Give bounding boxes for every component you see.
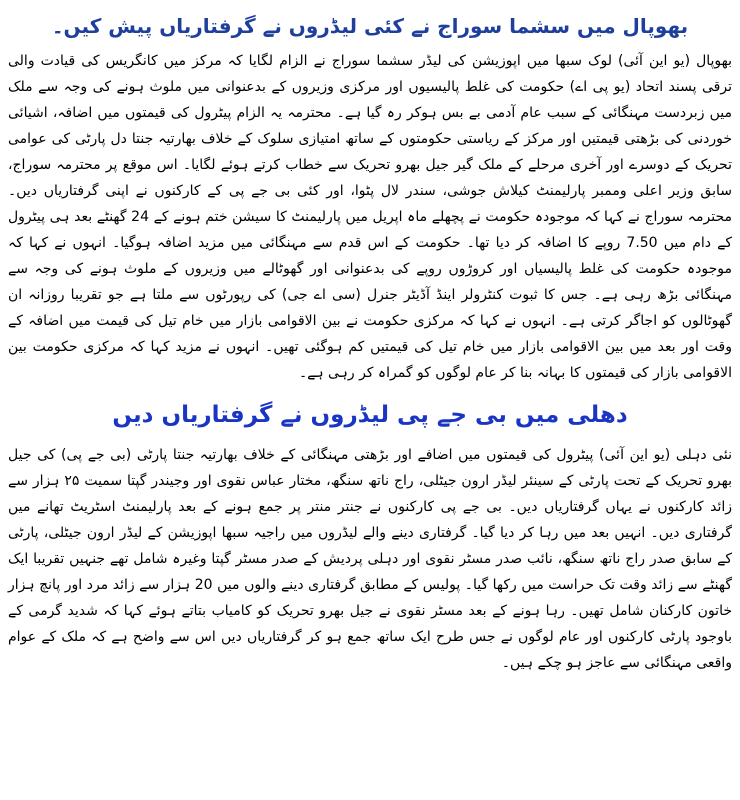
article-bhopal — [8, 8, 732, 386]
article-body-bhopal: بھوپال (یو این آئی) لوک سبھا میں اپوزیشن کی لیڈر سشما سوراج نے الزام لگایا کہ مرکز میں کانگریس کی قیادت والی ترقی پسند اتحاد (یو پی اے) حکومت کی غلط پالیسیوں اور مرکزی وزیروں کے بدعنوانی میں ملوث ہونے کی وجہ سے ملک میں زبردست مہنگائی کے سبب عام آدمی بے بس ہوکر رہ گیا ہے۔ محترمہ یہ الزام پیٹرول کی قیمتوں میں اضافہ، اشیائی خوردنی کی بڑھتی قیمتیں اور مرکز کے ریاستی حکومتوں کے ساتھ امتیازی سلوک کے خلاف بھارتیہ جنتا دل پارٹی کی عوامی تحریک کے دوسرے اور آخری مرحلے کے ملک گیر جیل بھرو تحریک سے خطاب کرتے ہوئے لگایا۔ اس موقع پر محترمہ سوراج، سابق وزیر اعلی وممبر پارلیمنٹ کیلاش جوشی، سندر لال پٹوا، اور کئی بی جے پی کے کارکنوں نے اپنی گرفتاریاں دیں۔ محترمہ سوراج نے کہا کہ موجودہ حکومت نے پچھلے ماہ اپریل میں پارلیمنٹ کا سیشن ختم ہونے کے 24 گھنٹے بعد ہی پیٹرول کے دام میں 7.50 روپے کا اضافہ کر دیا تھا۔ حکومت کے اس قدم سے مہنگائی میں مزید اضافہ ہوگیا۔ انہوں نے کہا کہ موجودہ حکومت کی غلط پالیسیاں اور کروڑوں روپے کی بدعنوانی اور گھوٹالے میں وزیروں کے ملوث ہونے کی وجہ سے مہنگائی بڑھ رہی ہے۔ جس کا ثبوت کنٹرولر اینڈ آڈیٹر جنرل (سی اے جی) کی رپورٹوں سے ملتا ہے جو تقریبا روزانہ ان گھوٹالوں کو اجاگر کرتی ہے۔ انہوں نے کہا کہ مرکزی حکومت نے بین الاقوامی بازار میں خام تیل کی قیمت میں اضافہ کے وقت اور بعد میں بین الاقوامی بازار میں خام تیل کی قیمتیں کم ہوگئی تھیں۔ انہوں نے مزید کہا کہ مرکزی حکومت بین الاقوامی بازار کی قیمتوں کا بہانہ بنا کر عام لوگوں کو گمراہ کر رہی ہے۔ — [8, 53, 732, 381]
headline-delhi: دھلی میں بی جے پی لیڈروں نے گرفتاریاں دیں — [112, 402, 628, 428]
article-delhi — [8, 396, 732, 676]
article-body-delhi: نئی دہلی (یو این آئی) پیٹرول کی قیمتوں میں اضافے اور بڑھتی مہنگائی کے خلاف بھارتیہ جنتا پارٹی (بی جے پی) کی جیل بھرو تحریک کے تحت پارٹی کے سینئر لیڈر ارون جیٹلی، راج ناتھ سنگھ، مختار عباس نقوی اور وجیندر گپتا سمیت ۲۵ ہزار سے زائد کارکنوں نے یہاں گرفتاریاں دیں۔ بی جے پی کارکنوں نے جنتر منتر پر جمع ہونے کے بعد پارلیمنٹ اسٹریٹ تھانے میں گرفتاری دیں۔ انہیں بعد میں رہا کر دیا گیا۔ گرفتاری دینے والے لیڈروں میں راجیہ سبھا اپوزیشن کے لیڈر ارون جیٹلی، پارٹی کے سابق صدر راج ناتھ سنگھ، نائب صدر مسٹر نقوی اور دہلی پردیش کے صدر مسٹر گپتا وغیرہ شامل تھے جنہیں تقریبا ایک گھنٹے سے زائد وقت تک حراست میں رکھا گیا۔ پولیس کے مطابق گرفتاری دینے والوں میں 20 ہزار سے زائد مرد اور پانچ ہزار خاتون کارکنان شامل تھیں۔ رہا ہونے کے بعد مسٹر نقوی نے جیل بھرو تحریک کو کامیاب بتاتے ہوئے کہا کہ شدید گرمی کے باوجود پارٹی کارکنوں اور عام لوگوں نے جس طرح ایک ساتھ جمع ہو کر گرفتاریاں دیں اس سے واضح ہے کہ ملک کے عوام واقعی مہنگائی سے عاجز ہو چکے ہیں۔ — [8, 446, 732, 671]
headline-bhopal: بھوپال میں سشما سوراج نے کئی لیڈروں نے گرفتاریاں پیش کیں۔ — [51, 14, 689, 38]
